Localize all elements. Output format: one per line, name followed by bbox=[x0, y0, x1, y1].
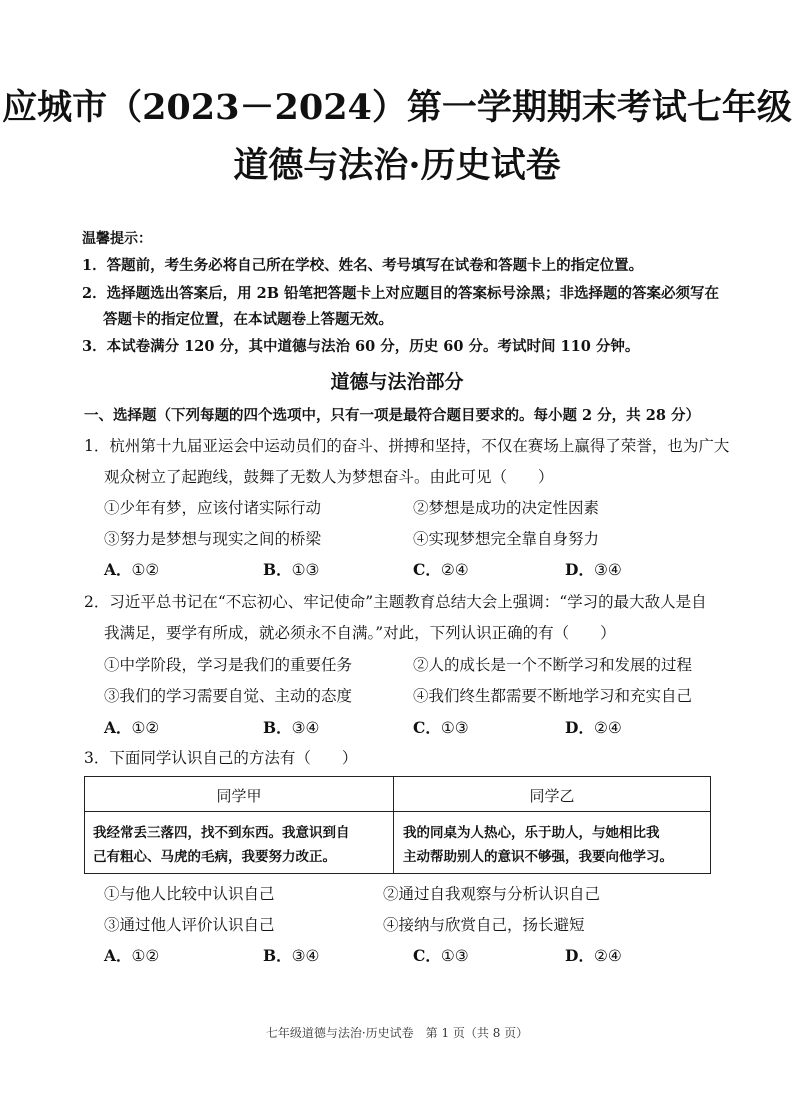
section-title: 道德与法治部分 bbox=[330, 371, 464, 393]
choice-value: ②④ bbox=[593, 947, 622, 965]
choice-value: ②④ bbox=[593, 719, 622, 737]
q2-choice-d bbox=[565, 716, 622, 738]
q3-statement-4: ④接纳与欣赏自己，扬长避短 bbox=[383, 916, 585, 934]
exam-title-line2: 道德与法治·历史试卷 bbox=[233, 145, 561, 186]
q3-stem: 3．下面同学认识自己的方法有（ ） bbox=[84, 749, 358, 767]
choice-value: ③④ bbox=[291, 719, 320, 737]
q3-choice-a bbox=[104, 944, 159, 966]
choice-label-b: B． bbox=[263, 718, 292, 737]
q2-choice-c bbox=[413, 716, 469, 738]
choice-value: ①② bbox=[131, 561, 160, 579]
choice-label-b: B． bbox=[263, 560, 292, 579]
q2-statement-3: ③我们的学习需要自觉、主动的态度 bbox=[104, 687, 353, 705]
choice-label-c: C． bbox=[413, 946, 441, 965]
q1-statement-4: ④实现梦想完全靠自身努力 bbox=[413, 530, 600, 548]
choice-value: ③④ bbox=[593, 561, 622, 579]
choice-value: ①③ bbox=[440, 719, 469, 737]
q1-statement-2: ②梦想是成功的决定性因素 bbox=[413, 499, 600, 517]
page-footer: 七年级道德与法治·历史试卷 第 1 页（共 8 页） bbox=[265, 1026, 529, 1040]
exam-title-line1: 应城市（2023－2024）第一学期期末考试七年级 bbox=[2, 87, 792, 128]
choice-value: ②④ bbox=[440, 561, 469, 579]
choice-label-d: D． bbox=[565, 946, 594, 965]
cell-a-line1: 我经常丢三落四，找不到东西。我意识到自 bbox=[93, 825, 350, 841]
table-header-student-a: 同学甲 bbox=[216, 787, 262, 805]
q1-choice-a bbox=[104, 558, 159, 580]
cell-a-line2: 己有粗心、马虎的毛病，我要努力改正。 bbox=[93, 849, 336, 865]
part1-heading: 一、选择题（下列每题的四个选项中，只有一项是最符合题目要求的。每小题 2 分，共 28 分） bbox=[84, 407, 700, 424]
q1-statement-1: ①少年有梦，应该付诸实际行动 bbox=[104, 499, 322, 517]
q1-choice-b bbox=[263, 558, 319, 580]
q1-choice-d bbox=[565, 558, 622, 580]
notice-item-3: 3．本试卷满分 120 分，其中道德与法治 60 分，历史 60 分。考试时间 110 分钟。 bbox=[82, 338, 640, 355]
q3-choice-d bbox=[565, 944, 622, 966]
q2-stem-line2: 我满足，要学有所成，就必须永不自满。”对此，下列认识正确的有（ ） bbox=[104, 624, 616, 642]
table-cell-student-b bbox=[403, 821, 673, 869]
notice-item-2-line1: 2．选择题选出答案后，用 2B 铅笔把答题卡上对应题目的答案标号涂黑；非选择题的答案必须写在 bbox=[82, 285, 720, 302]
table-cell-student-a bbox=[93, 821, 350, 869]
notice-item-1: 1．答题前，考生务必将自己所在学校、姓名、考号填写在试卷和答题卡上的指定位置。 bbox=[82, 257, 644, 274]
notice-item-2-line2: 答题卡的指定位置，在本试题卷上答题无效。 bbox=[103, 311, 393, 328]
choice-value: ①③ bbox=[440, 947, 469, 965]
choice-label-d: D． bbox=[565, 560, 594, 579]
choice-value: ①② bbox=[131, 719, 160, 737]
q1-stem-line2: 观众树立了起跑线，鼓舞了无数人为梦想奋斗。由此可见（ ） bbox=[104, 468, 554, 486]
q1-stem-line1: 1．杭州第十九届亚运会中运动员们的奋斗、拼搏和坚持，不仅在赛场上赢得了荣誉，也为广大 bbox=[84, 437, 730, 455]
choice-value: ①③ bbox=[291, 561, 320, 579]
choice-value: ③④ bbox=[291, 947, 320, 965]
choice-label-a: A． bbox=[104, 718, 132, 737]
q2-statement-2: ②人的成长是一个不断学习和发展的过程 bbox=[413, 656, 693, 674]
choice-value: ①② bbox=[131, 947, 160, 965]
table-header-student-b: 同学乙 bbox=[529, 787, 575, 805]
q3-choice-b bbox=[263, 944, 319, 966]
q2-choice-b bbox=[263, 716, 319, 738]
q1-choice-c bbox=[413, 558, 469, 580]
q3-choice-c bbox=[413, 944, 469, 966]
choice-label-b: B． bbox=[263, 946, 292, 965]
choice-label-c: C． bbox=[413, 560, 441, 579]
q3-statement-2: ②通过自我观察与分析认识自己 bbox=[383, 885, 601, 903]
choice-label-c: C． bbox=[413, 718, 441, 737]
q3-comparison-table bbox=[84, 776, 711, 874]
q3-statement-1: ①与他人比较中认识自己 bbox=[104, 885, 275, 903]
table-row-divider bbox=[85, 811, 710, 812]
cell-b-line2: 主动帮助别人的意识不够强，我要向他学习。 bbox=[403, 849, 673, 865]
q1-statement-3: ③努力是梦想与现实之间的桥梁 bbox=[104, 530, 322, 548]
notice-heading: 温馨提示： bbox=[82, 231, 152, 247]
choice-label-a: A． bbox=[104, 560, 132, 579]
q2-statement-1: ①中学阶段，学习是我们的重要任务 bbox=[104, 656, 353, 674]
q2-stem-line1: 2．习近平总书记在“不忘初心、牢记使命”主题教育总结大会上强调：“学习的最大敌人是自 bbox=[84, 593, 707, 611]
q2-statement-4: ④我们终生都需要不断地学习和充实自己 bbox=[413, 687, 693, 705]
cell-b-line1: 我的同桌为人热心，乐于助人，与她相比我 bbox=[403, 825, 660, 841]
q2-choice-a bbox=[104, 716, 159, 738]
q3-statement-3: ③通过他人评价认识自己 bbox=[104, 916, 275, 934]
choice-label-d: D． bbox=[565, 718, 594, 737]
choice-label-a: A． bbox=[104, 946, 132, 965]
